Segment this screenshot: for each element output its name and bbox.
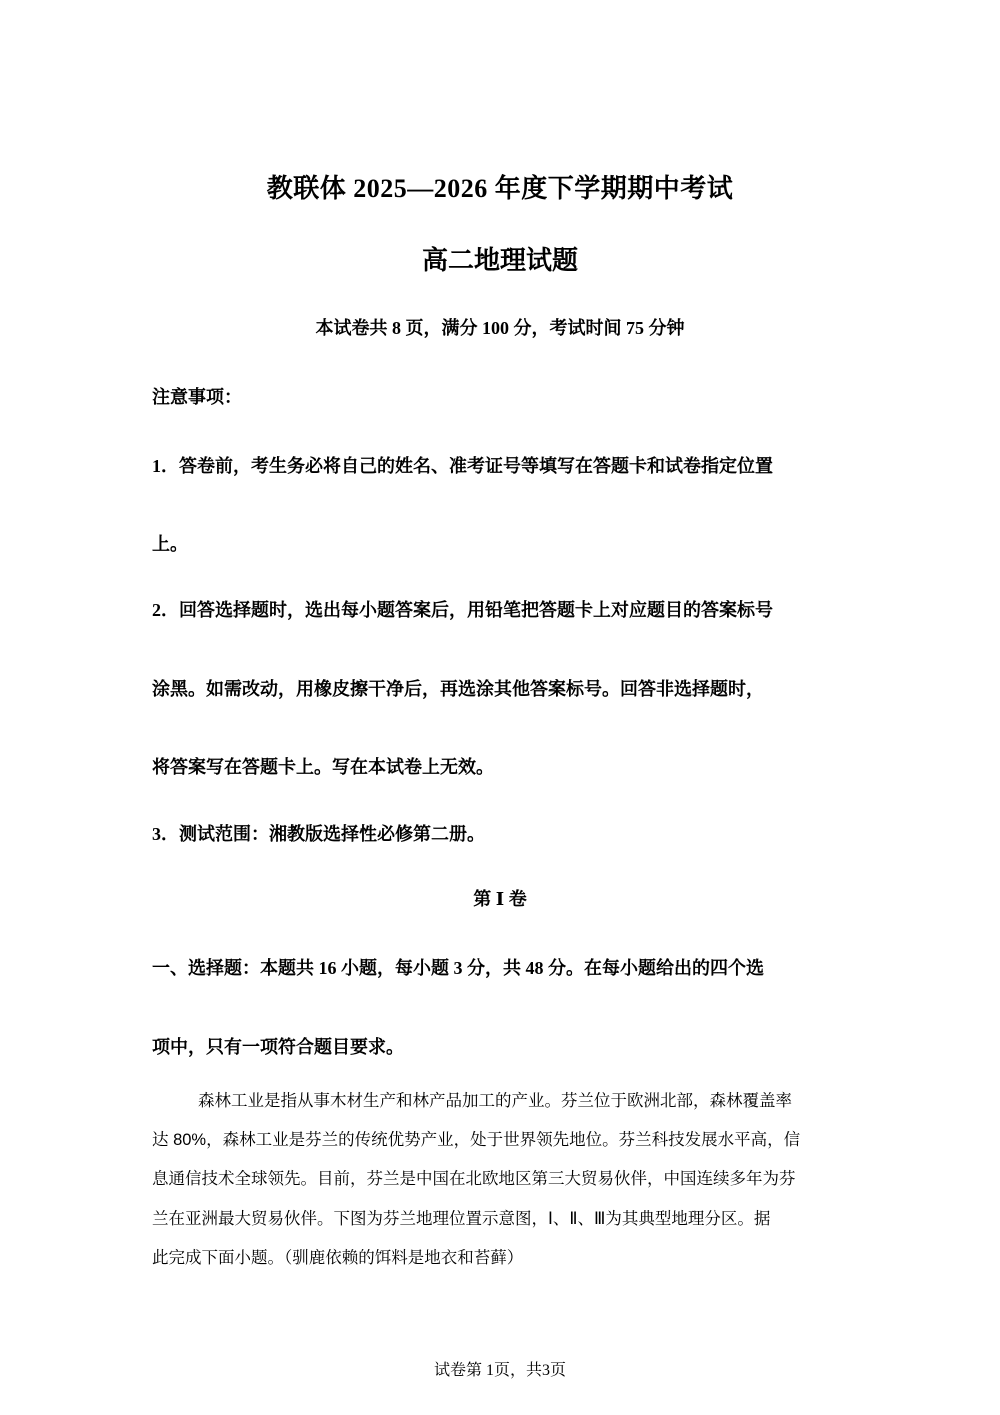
passage-line-5: 此完成下面小题。（驯鹿依赖的饵料是地衣和苔藓） [152, 1249, 524, 1267]
passage-line-3: 息通信技术全球领先。目前，芬兰是中国在北欧地区第三大贸易伙伴，中国连续多年为芬 [152, 1170, 796, 1188]
exam-title: 教联体 2025—2026 年度下学期期中考试 [266, 174, 734, 203]
notice-item-1-line-2: 上。 [152, 534, 188, 554]
part1-heading-line-2: 项中，只有一项符合题目要求。 [152, 1037, 404, 1057]
page-indicator: 试卷第 1页，共3页 [433, 1362, 566, 1379]
notice-heading: 注意事项： [152, 387, 242, 407]
notice-item-2-line-2: 涂黑。如需改动，用橡皮擦干净后，再选涂其他答案标号。回答非选择题时， [152, 679, 764, 699]
notice-item-2-line-3: 将答案写在答题卡上。写在本试卷上无效。 [152, 757, 494, 777]
notice-item-2-line-1: 2．回答选择题时，选出每小题答案后，用铅笔把答题卡上对应题目的答案标号 [152, 600, 773, 620]
passage-line-4: 兰在亚洲最大贸易伙伴。下图为芬兰地理位置示意图，Ⅰ、Ⅱ、Ⅲ为其典型地理分区。据 [152, 1210, 771, 1228]
passage-line-2: 达 80%，森林工业是芬兰的传统优势产业，处于世界领先地位。芬兰科技发展水平高，信 [152, 1131, 801, 1149]
volume-label: 第 Ⅰ 卷 [473, 889, 527, 909]
exam-info: 本试卷共 8 页，满分 100 分，考试时间 75 分钟 [315, 318, 685, 338]
passage-line-1: 森林工业是指从事木材生产和林产品加工的产业。芬兰位于欧洲北部，森林覆盖率 [198, 1092, 792, 1110]
subject-title: 高二地理试题 [421, 246, 578, 275]
notice-item-1-line-1: 1．答卷前，考生务必将自己的姓名、准考证号等填写在答题卡和试卷指定位置 [152, 456, 773, 476]
part1-heading-line-1: 一、选择题：本题共 16 小题，每小题 3 分，共 48 分。在每小题给出的四个选 [152, 958, 764, 978]
notice-item-3: 3．测试范围：湘教版选择性必修第二册。 [152, 824, 485, 844]
